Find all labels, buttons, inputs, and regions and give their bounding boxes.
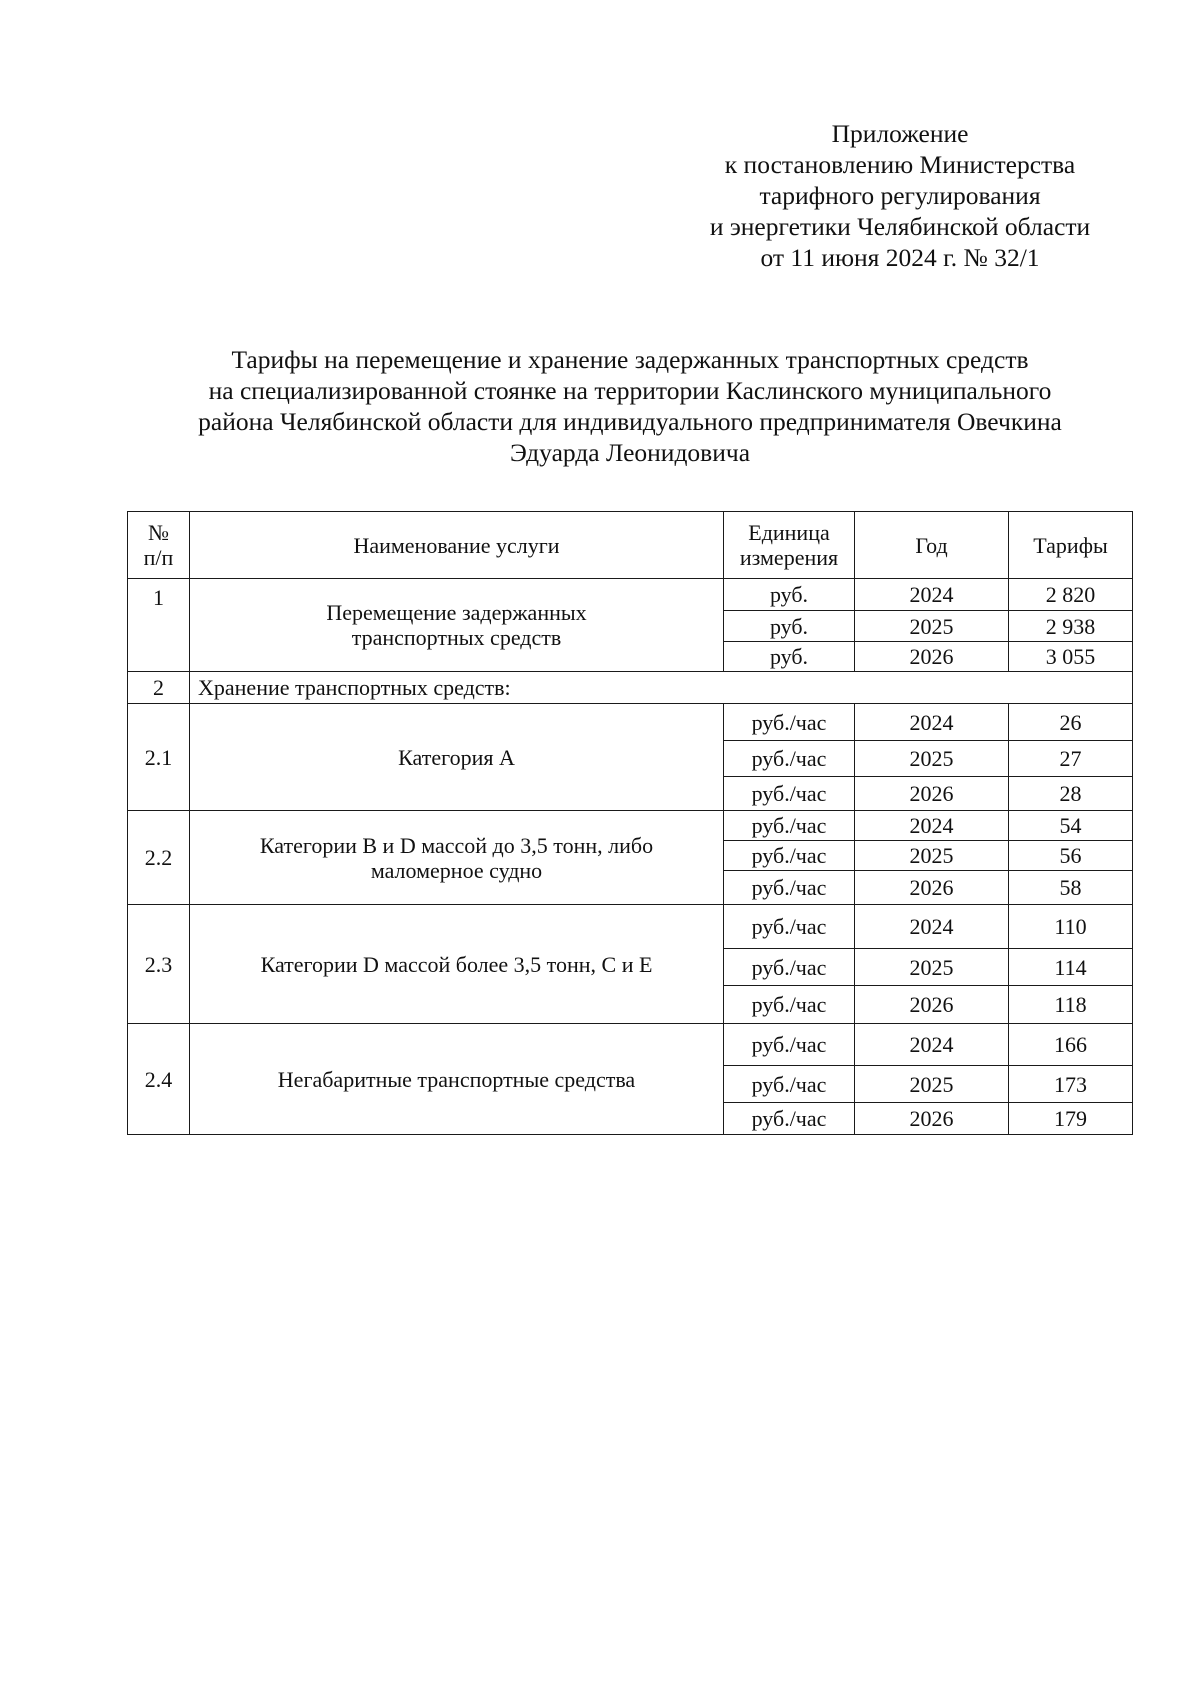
table-row [128,704,1133,741]
year-cell: 2024 [855,811,1009,841]
table-row [128,905,1133,949]
unit-cell: руб./час [724,841,855,871]
header-unit [724,512,855,579]
year-cell: 2025 [855,1066,1009,1103]
table-header-row [128,512,1133,579]
appendix-line: Приложение [831,119,969,148]
rate-cell: 58 [1009,871,1133,905]
unit-cell: руб./час [724,704,855,741]
title-line: Эдуарда Леонидовича [509,438,751,467]
unit-cell: руб./час [724,871,855,905]
unit-cell: руб. [724,579,855,611]
header-unit-line2: измерения [739,545,839,570]
rate-cell: 3 055 [1009,642,1133,672]
row-number: 2.1 [128,704,190,811]
appendix-line: тарифного регулирования [759,181,1041,210]
appendix-header [600,118,1200,273]
title-line: Тарифы на перемещение и хранение задержанных транспортных средств [231,345,1029,374]
appendix-line: к постановлению Министерства [724,150,1076,179]
row-number: 2.2 [128,811,190,905]
year-cell: 2026 [855,871,1009,905]
rate-cell: 2 938 [1009,611,1133,642]
year-cell: 2025 [855,741,1009,777]
table-row [128,672,1133,704]
rate-cell: 110 [1009,905,1133,949]
year-cell: 2026 [855,777,1009,811]
rate-cell: 114 [1009,949,1133,986]
title-line: района Челябинской области для индивидуального предпринимателя Овечкина [198,407,1062,436]
rate-cell: 179 [1009,1103,1133,1135]
header-num-line2: п/п [143,545,174,570]
service-name: Категории В и D массой до 3,5 тонн, либо маломерное судно [190,811,724,905]
service-name: Категория А [190,704,724,811]
unit-cell: руб./час [724,1103,855,1135]
header-year: Год [855,512,1009,579]
unit-cell: руб. [724,611,855,642]
table-row [128,1024,1133,1066]
section-title: Хранение транспортных средств: [190,672,1133,704]
unit-cell: руб./час [724,1066,855,1103]
row-number: 2.3 [128,905,190,1024]
title-line: на специализированной стоянке на территории Каслинского муниципального [208,376,1052,405]
service-name: Негабаритные транспортные средства [190,1024,724,1135]
year-cell: 2025 [855,611,1009,642]
rate-cell: 27 [1009,741,1133,777]
unit-cell: руб./час [724,777,855,811]
year-cell: 2024 [855,704,1009,741]
year-cell: 2026 [855,1103,1009,1135]
year-cell: 2024 [855,1024,1009,1066]
unit-cell: руб./час [724,1024,855,1066]
row-number: 2 [128,672,190,704]
unit-cell: руб./час [724,949,855,986]
rate-cell: 173 [1009,1066,1133,1103]
table-row [128,811,1133,841]
rate-cell: 2 820 [1009,579,1133,611]
rate-cell: 56 [1009,841,1133,871]
document-title [100,344,1160,468]
row-number: 2.4 [128,1024,190,1135]
year-cell: 2026 [855,986,1009,1024]
table-row [128,579,1133,611]
header-unit-line1: Единица [748,520,830,545]
header-num-line1: № [148,520,169,545]
unit-cell: руб. [724,642,855,672]
header-rate: Тарифы [1009,512,1133,579]
appendix-line: от 11 июня 2024 г. № 32/1 [760,243,1040,272]
rate-cell: 166 [1009,1024,1133,1066]
header-name: Наименование услуги [190,512,724,579]
year-cell: 2024 [855,579,1009,611]
unit-cell: руб./час [724,811,855,841]
service-name: Перемещение задержанных транспортных средств [190,579,724,672]
service-name: Категории D массой более 3,5 тонн, С и Е [190,905,724,1024]
year-cell: 2025 [855,949,1009,986]
unit-cell: руб./час [724,986,855,1024]
rate-cell: 118 [1009,986,1133,1024]
rate-cell: 54 [1009,811,1133,841]
rate-cell: 26 [1009,704,1133,741]
year-cell: 2025 [855,841,1009,871]
appendix-line: и энергетики Челябинской области [709,212,1091,241]
rate-cell: 28 [1009,777,1133,811]
unit-cell: руб./час [724,741,855,777]
row-number: 1 [128,579,190,672]
header-num [128,512,190,579]
year-cell: 2026 [855,642,1009,672]
year-cell: 2024 [855,905,1009,949]
tariff-table [127,511,1133,1135]
unit-cell: руб./час [724,905,855,949]
